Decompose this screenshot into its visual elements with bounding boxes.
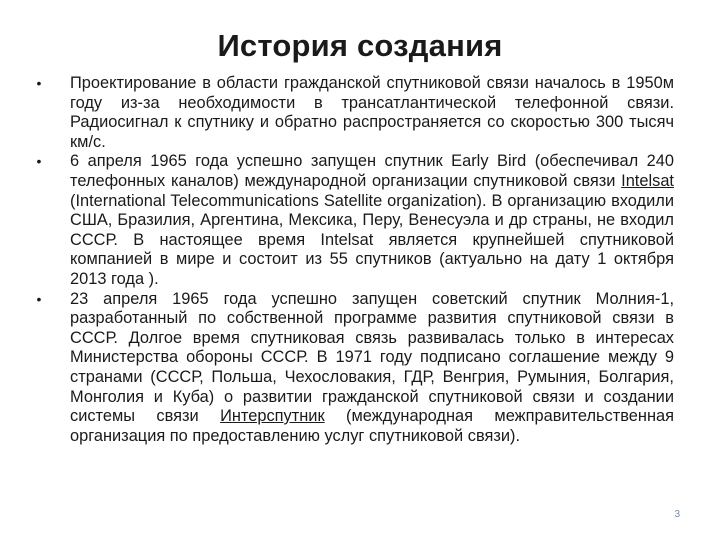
bullet-marker: •: [36, 75, 42, 91]
bullet-item: [32, 74, 674, 152]
bullet-item: [32, 290, 674, 447]
intersputnik-link[interactable]: Интерспутник: [220, 407, 325, 426]
bullet-marker: •: [36, 290, 42, 307]
bullet-marker: •: [36, 153, 42, 170]
intelsat-link[interactable]: Intelsat: [621, 171, 674, 190]
bullet-text: 23 апреля 1965 года успешно запущен советский спутник Молния-1, разработанный по собственной программе развития спутниковой связи в СССР. Долгое время спутниковая связь развивалась только в интересах Министерства обороны СССР. В 1971 году подписано соглашение между 9 странами (СССР, Польша, Чехословакия, ГДР, Венгрия, Румыния, Болгария, Монголия и Куба) о развитии гражданской спутниковой связи и создании системы связи: [70, 289, 674, 426]
bullet-text: (международная межправительственная организация по предоставлению услуг спутниковой связи).: [70, 407, 674, 445]
bullet-list: [32, 74, 674, 446]
page-number: 3: [674, 509, 680, 520]
bullet-item: [32, 152, 674, 289]
bullet-text: 6 апреля 1965 года успешно запущен спутник Early Bird (обеспечивал 240 телефонных каналов) международной организации спутниковой связи: [70, 152, 674, 190]
slide-title: История создания: [217, 28, 503, 63]
bullet-text: (International Telecommunications Satellite organization). В организацию входили США, Бразилия, Аргентина, Мексика, Перу, Венесуэла и др страны, не входил СССР. В настоящее время Intelsat является крупнейшей спутниковой компанией в мире и состоит из 55 спутников (актуально на дату 1 октября 2013 года ).: [70, 191, 674, 288]
bullet-text: Проектирование в области гражданской спутниковой связи началось в 1950м году из-за необходимости в трансатлантической телефонной связи. Радиосигнал к спутнику и обратно распространяется со скоростью 300 тысяч км/с.: [70, 74, 674, 151]
